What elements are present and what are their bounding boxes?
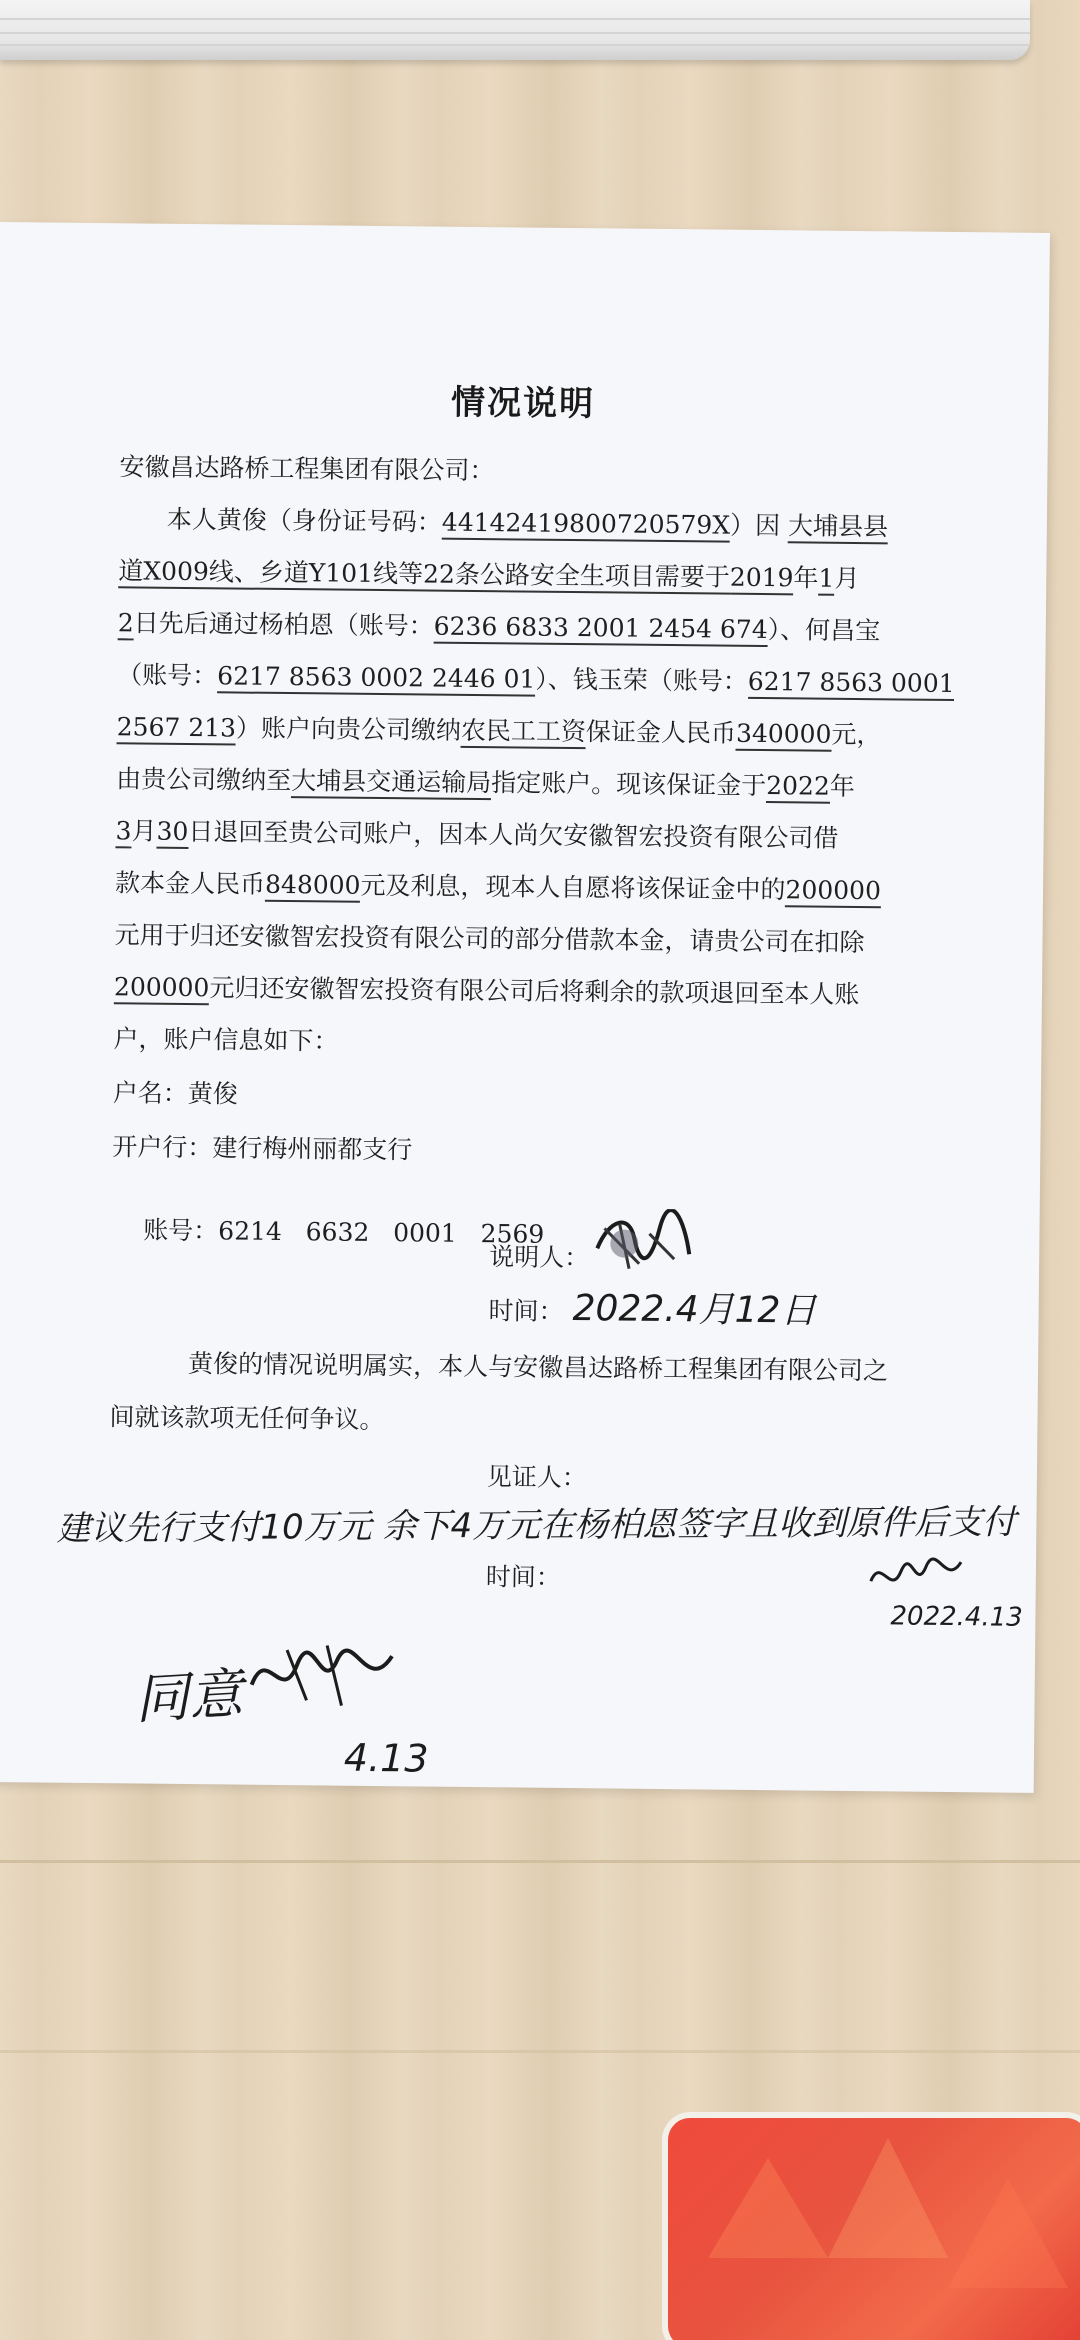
body-line-4: （账号：6217 8563 0002 2446 01）、钱玉荣（账号：6217 8563 0001 xyxy=(117,655,955,700)
account-name-line: 户名：黄俊 xyxy=(112,1078,239,1109)
desk-grain-line xyxy=(0,2050,1080,2053)
approver-signature-icon xyxy=(246,1635,397,1717)
account-qian: 6217 8563 0001 xyxy=(748,667,955,701)
addressee: 安徽昌达路桥工程集团有限公司： xyxy=(119,452,495,486)
handwritten-approval-date: 4.13 xyxy=(343,1735,429,1781)
paper-stack xyxy=(0,0,1030,60)
witness-signature-icon xyxy=(866,1551,967,1602)
witness-time-label: 时间： xyxy=(485,1562,562,1592)
body-line-5: 2567 213）账户向贵公司缴纳农民工工资保证金人民币340000元， xyxy=(117,707,882,751)
time-label: 时间： xyxy=(488,1296,564,1326)
declarant-signature-icon xyxy=(589,1208,700,1279)
body-line-11: 户，账户信息如下： xyxy=(113,1024,339,1056)
handwritten-date: 2022.4月12日 xyxy=(572,1288,817,1332)
body-line-3: 2日先后通过杨柏恩（账号：6236 6833 2001 2454 674）、何昌宝 xyxy=(117,608,881,646)
body-line-10: 200000元归还安徽智宏投资有限公司后将剩余的款项退回至本人账 xyxy=(113,972,860,1010)
handwritten-note-date: 2022.4.13 xyxy=(890,1601,1023,1633)
account-he: 6217 8563 0002 2446 01 xyxy=(217,661,535,696)
desk-grain-line xyxy=(0,1860,1080,1863)
confirm-line-2: 间就该款项无任何争议。 xyxy=(109,1402,385,1435)
bank-line: 开户行：建行梅州丽都支行 xyxy=(112,1132,413,1165)
body-line-1: 本人黄俊（身份证号码：44142419800720579X）因 大埔县县 xyxy=(167,500,889,544)
document-title: 情况说明 xyxy=(450,382,596,425)
handwritten-approval: 同意 xyxy=(133,1661,245,1732)
document-page xyxy=(0,222,1050,1793)
body-line-7: 3月30日退回至贵公司账户，因本人尚欠安徽智宏投资有限公司借 xyxy=(115,816,839,853)
id-number: 44142419800720579X xyxy=(442,508,731,543)
declarant-label: 说明人： xyxy=(489,1242,590,1273)
body-line-9: 元用于归还安徽智宏投资有限公司的部分借款本金，请贵公司在扣除 xyxy=(114,920,865,958)
account-number-line: 账号：6214 6632 0001 2569 xyxy=(143,1215,545,1249)
body-line-8: 款本金人民币848000元及利息，现本人自愿将该保证金中的200000 xyxy=(115,863,881,907)
witness-label: 见证人： xyxy=(486,1462,588,1493)
account-yang: 6236 6833 2001 2454 674 xyxy=(434,612,768,647)
body-line-6: 由贵公司缴纳至大埔县交通运输局指定账户。现该保证金于2022年 xyxy=(116,759,855,803)
body-line-2: 道X009线、乡道Y101线等22条公路安全生项目需要于2019年1月 xyxy=(118,551,859,595)
handwritten-note: 建议先行支付10万元 余下4万元在杨柏恩签字且收到原件后支付 xyxy=(56,1502,1017,1550)
confirm-line-1: 黄俊的情况说明属实，本人与安徽昌达路桥工程集团有限公司之 xyxy=(187,1349,889,1386)
orange-card xyxy=(668,2118,1080,2340)
